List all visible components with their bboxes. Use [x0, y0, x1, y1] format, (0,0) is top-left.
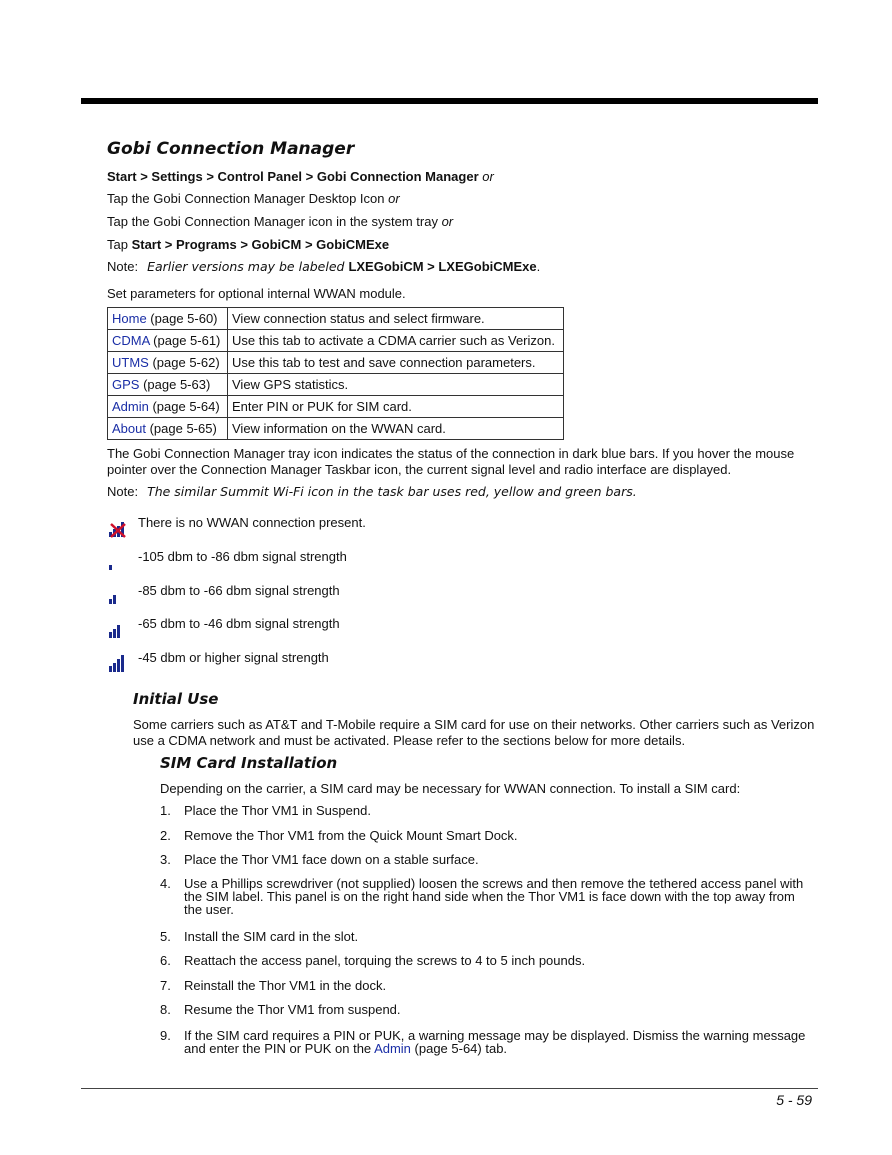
table-row: [108, 396, 564, 418]
tab-page-ref: (page 5-63): [139, 377, 211, 392]
table-row: [108, 330, 564, 352]
list-item: [160, 930, 358, 943]
step-text: Reattach the access panel, torquing the screws to 4 to 5 inch pounds.: [184, 953, 586, 968]
path-tail: or: [478, 169, 494, 184]
signal-text-4: -45 dbm or higher signal strength: [138, 650, 329, 665]
tap-start-prefix: Tap: [107, 237, 132, 252]
table-row: [108, 418, 564, 440]
step-9-line-1: If the SIM card requires a PIN or PUK, a warning message may be displayed. Dismiss the warning message: [184, 1028, 806, 1043]
tabs-table: [107, 307, 564, 440]
list-item: [160, 877, 803, 916]
path-line: [107, 169, 494, 184]
tab-link-admin[interactable]: Admin: [112, 399, 149, 414]
tab-page-ref: (page 5-64): [148, 399, 220, 414]
tab-page-ref: (page 5-61): [149, 333, 221, 348]
tap-tray-line: [107, 214, 453, 229]
no-connection-icon: [108, 519, 128, 539]
tab-page-ref: (page 5-65): [145, 421, 217, 436]
step-number: 7.: [160, 978, 171, 993]
step-text: Place the Thor VM1 in Suspend.: [184, 803, 371, 818]
tab-description: Use this tab to activate a CDMA carrier such as Verizon.: [228, 330, 564, 352]
note2-italic: The similar Summit Wi-Fi icon in the task bar uses red, yellow and green bars.: [147, 484, 637, 499]
list-item: [160, 804, 371, 817]
step-text: Resume the Thor VM1 from suspend.: [184, 1002, 401, 1017]
admin-link[interactable]: Admin: [374, 1041, 411, 1056]
signal-3-bars-icon: [108, 620, 128, 640]
signal-text-2: -85 dbm to -66 dbm signal strength: [138, 583, 340, 598]
note-bold: LXEGobiCM > LXEGobiCMExe: [348, 259, 537, 274]
tab-description: Use this tab to test and save connection parameters.: [228, 352, 564, 374]
step-9-tail: (page 5-64) tab.: [410, 1041, 508, 1056]
tab-ref-cell: [108, 418, 228, 440]
list-item: [160, 1003, 401, 1016]
step-number: 5.: [160, 929, 171, 944]
tab-link-gps[interactable]: GPS: [112, 377, 140, 392]
tap-icon-tail: or: [384, 191, 400, 206]
initial-use-line-1: Some carriers such as AT&T and T-Mobile require a SIM card for use on their networks. Other carriers such as Verizon: [133, 717, 815, 732]
step-number: 6.: [160, 953, 171, 968]
signal-2-bars-icon: [108, 587, 128, 607]
signal-text-1: -105 dbm to -86 dbm signal strength: [138, 549, 347, 564]
step-number: 4.: [160, 876, 171, 891]
set-params-text: Set parameters for optional internal WWAN module.: [107, 286, 406, 301]
sim-intro: Depending on the carrier, a SIM card may be necessary for WWAN connection. To install a SIM card:: [160, 781, 741, 796]
tab-ref-cell: [108, 374, 228, 396]
step-text: Reinstall the Thor VM1 in the dock.: [184, 978, 387, 993]
sim-heading: SIM Card Installation: [160, 754, 338, 772]
table-row: [108, 374, 564, 396]
table-row: [108, 308, 564, 330]
tab-description: View GPS statistics.: [228, 374, 564, 396]
step-number: 8.: [160, 1002, 171, 1017]
tab-description: View connection status and select firmware.: [228, 308, 564, 330]
tap-start-line: [107, 237, 389, 252]
tap-icon-line: [107, 191, 400, 206]
step-text: Install the SIM card in the slot.: [184, 929, 359, 944]
list-item: [160, 829, 518, 842]
table-row: [108, 352, 564, 374]
signal-1-bar-icon: [108, 553, 128, 573]
step-number: 1.: [160, 803, 171, 818]
tap-start-bold: Start > Programs > GobiCM > GobiCMExe: [131, 237, 390, 252]
tab-ref-cell: [108, 352, 228, 374]
signal-4-bars-icon: [108, 653, 128, 673]
step-9-num: 9.: [160, 1028, 171, 1043]
step-number: 2.: [160, 828, 171, 843]
tab-ref-cell: [108, 330, 228, 352]
step-text: Remove the Thor VM1 from the Quick Mount Smart Dock.: [184, 828, 518, 843]
page-number: 5 - 59: [776, 1092, 812, 1108]
list-item: [160, 853, 479, 866]
path-bold: Start > Settings > Control Panel > Gobi Connection Manager: [107, 169, 479, 184]
tap-icon-text: Tap the Gobi Connection Manager Desktop Icon: [107, 191, 385, 206]
note-earlier-versions: [107, 259, 540, 274]
footer-rule: [81, 1088, 818, 1089]
list-item: [160, 979, 386, 992]
note-summit: [107, 484, 637, 499]
step-9: [160, 1029, 820, 1055]
tab-page-ref: (page 5-60): [146, 311, 218, 326]
tab-description: View information on the WWAN card.: [228, 418, 564, 440]
page-title: Gobi Connection Manager: [107, 139, 355, 159]
tray-para-line-1: The Gobi Connection Manager tray icon indicates the status of the connection in dark blue bars. If you hover the mouse: [107, 446, 795, 461]
initial-use-line-2: use a CDMA network and must be activated. Please refer to the sections below for more details.: [133, 733, 686, 748]
list-item: [160, 954, 585, 967]
tap-tray-text: Tap the Gobi Connection Manager icon in the system tray: [107, 214, 438, 229]
step-text: the user.: [184, 902, 234, 917]
step-text: Use a Phillips screwdriver (not supplied) loosen the screws and then remove the tethered access panel with: [184, 876, 804, 891]
step-9-line-2: [184, 1042, 820, 1055]
tray-para-line-2: pointer over the Connection Manager Taskbar icon, the current signal level and radio interface are displayed.: [107, 462, 732, 477]
tab-link-cdma[interactable]: CDMA: [112, 333, 150, 348]
step-text: Place the Thor VM1 face down on a stable surface.: [184, 852, 479, 867]
step-number: 3.: [160, 852, 171, 867]
initial-use-heading: Initial Use: [133, 690, 219, 708]
tab-ref-cell: [108, 396, 228, 418]
header-rule: [81, 98, 818, 104]
tab-link-utms[interactable]: UTMS: [112, 355, 149, 370]
signal-text-3: -65 dbm to -46 dbm signal strength: [138, 616, 340, 631]
tap-tray-tail: or: [437, 214, 454, 229]
tab-link-about[interactable]: About: [112, 421, 146, 436]
tab-link-home[interactable]: Home: [112, 311, 147, 326]
tab-description: Enter PIN or PUK for SIM card.: [228, 396, 564, 418]
note-label: Note:: [107, 259, 139, 274]
note2-label: Note:: [107, 484, 139, 499]
step-text: the SIM label. This panel is on the right hand side when the Thor VM1 is face down with the top away from: [184, 889, 795, 904]
note-tail: .: [536, 259, 541, 274]
tab-page-ref: (page 5-62): [148, 355, 220, 370]
signal-text-none: There is no WWAN connection present.: [138, 515, 366, 530]
tab-ref-cell: [108, 308, 228, 330]
step-9-prefix: and enter the PIN or PUK on the: [184, 1041, 375, 1056]
note-italic: Earlier versions may be labeled: [147, 259, 349, 274]
